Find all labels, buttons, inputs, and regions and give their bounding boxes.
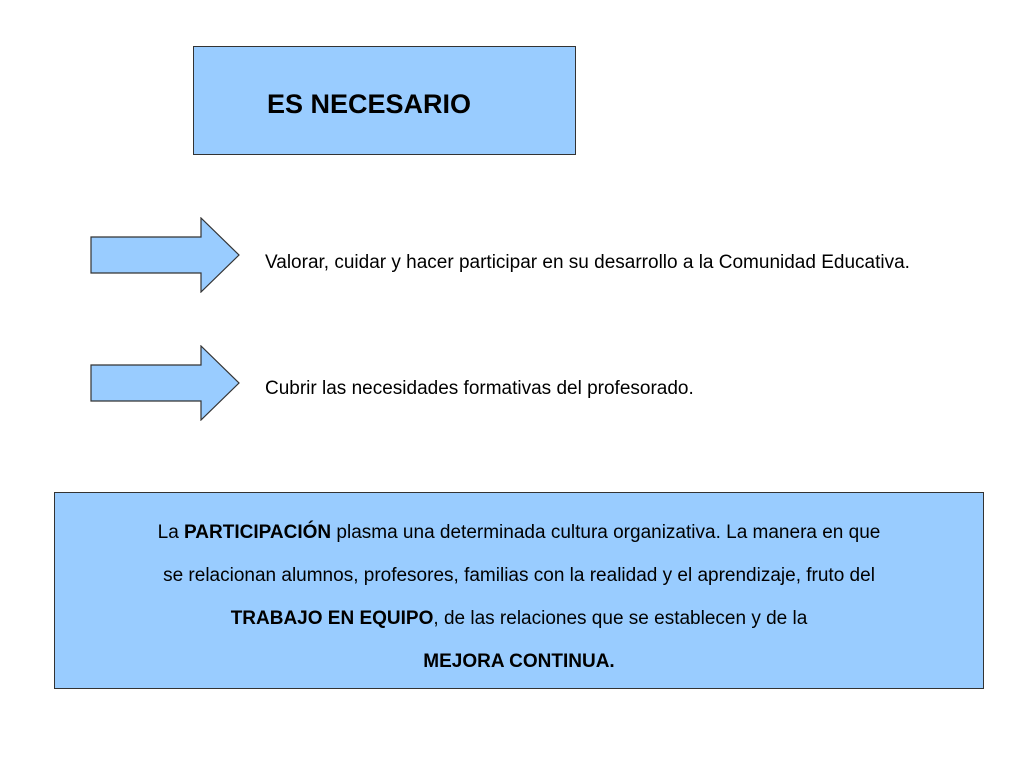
teamwork-keyword: TRABAJO EN EQUIPO (230, 608, 434, 629)
summary-line-3 (55, 597, 983, 640)
right-arrow-icon (90, 217, 240, 293)
summary-line-3-post: , de las relaciones que se establecen y de la (433, 608, 808, 629)
summary-text (55, 511, 983, 683)
slide-title: ES NECESARIO (267, 89, 472, 119)
title-box (193, 46, 576, 155)
summary-line-1 (55, 511, 983, 554)
right-arrow-icon (90, 345, 240, 421)
summary-box (54, 492, 984, 689)
summary-line-1-pre: La (157, 522, 185, 543)
summary-line-2: se relacionan alumnos, profesores, familias con la realidad y el aprendizaje, fruto del (163, 565, 875, 586)
summary-line-1-post: plasma una determinada cultura organizativa. La manera en que (331, 522, 881, 543)
participation-keyword: PARTICIPACIÓN (184, 522, 332, 543)
point-community: Valorar, cuidar y hacer participar en su desarrollo a la Comunidad Educativa. (265, 252, 910, 273)
point-teacher-training: Cubrir las necesidades formativas del profesorado. (265, 378, 694, 399)
continuous-improvement-keyword: MEJORA CONTINUA. (423, 651, 615, 672)
